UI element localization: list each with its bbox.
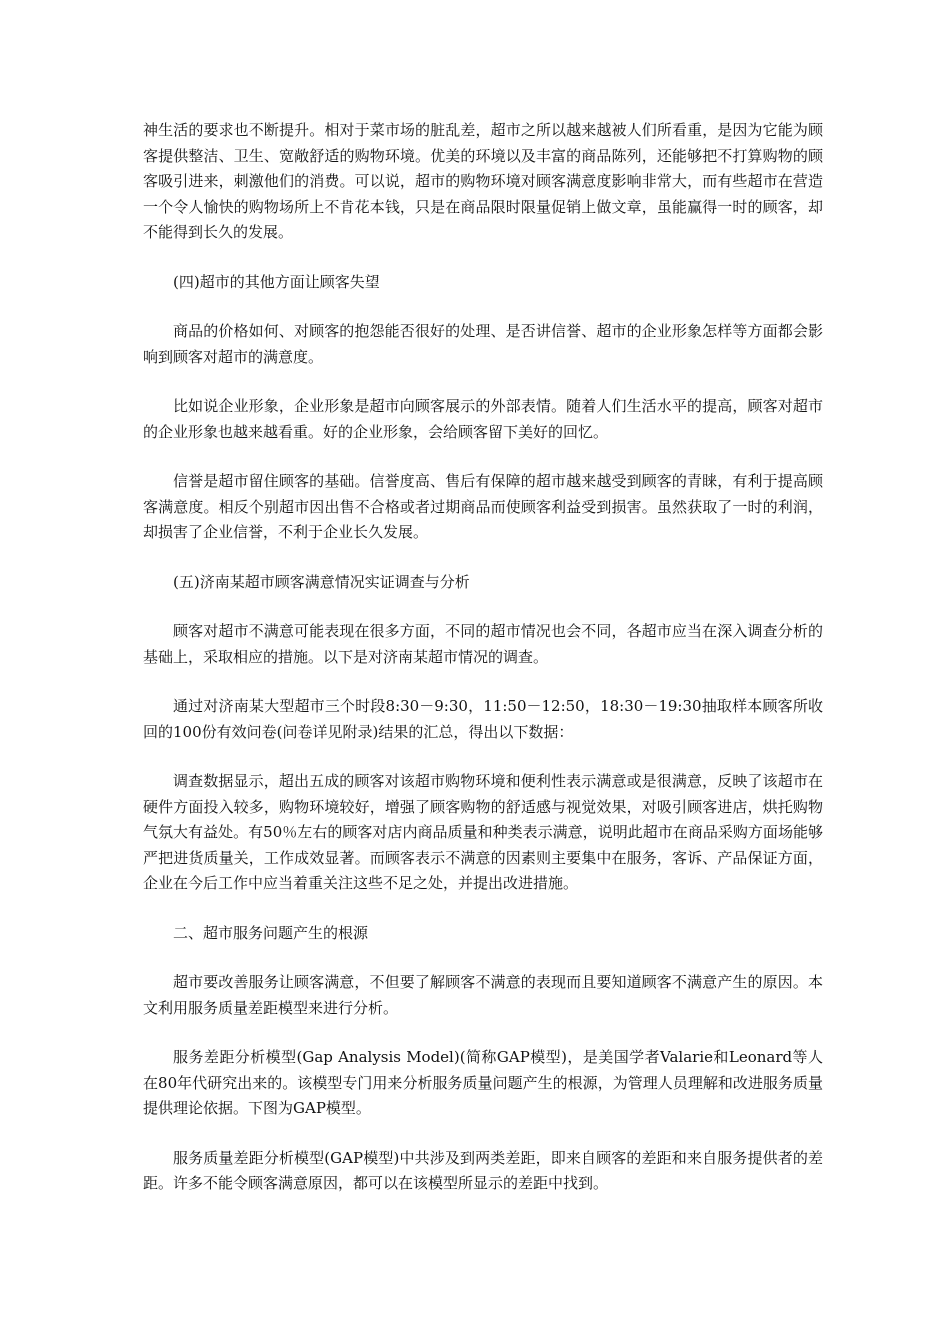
paragraph: 服务差距分析模型(Gap Analysis Model)(简称GAP模型)，是美国学者Valarie和Leonard等人在80年代研究出来的。该模型专门用来分析服务质量问题产生的根源，为管理人员理解和改进服务质量提供理论依据。下图为GAP模型。 [143,1048,823,1117]
paragraph: 信誉是超市留住顾客的基础。信誉度高、售后有保障的超市越来越受到顾客的青睐，有利于提高顾客满意度。相反个别超市因出售不合格或者过期商品而使顾客利益受到损害。虽然获取了一时的利润，却损害了企业信誉，不利于企业长久发展。 [143,472,823,541]
document-page [143,118,823,1197]
paragraph: 顾客对超市不满意可能表现在很多方面，不同的超市情况也会不同，各超市应当在深入调查分析的基础上，采取相应的措施。以下是对济南某超市情况的调查。 [143,622,823,666]
paragraph: 通过对济南某大型超市三个时段8:30－9:30，11:50－12:50，18:30－19:30抽取样本顾客所收回的100份有效问卷(问卷详见附录)结果的汇总，得出以下数据： [143,697,823,741]
section-heading-5: (五)济南某超市顾客满意情况实证调查与分析 [173,572,470,591]
paragraph-continuation: 神生活的要求也不断提升。相对于菜市场的脏乱差，超市之所以越来越被人们所看重，是因为它能为顾客提供整洁、卫生、宽敞舒适的购物环境。优美的环境以及丰富的商品陈列，还能够把不打算购物的顾客吸引进来，刺激他们的消费。可以说，超市的购物环境对顾客满意度影响非常大，而有些超市在营造一个令人愉快的购物场所上不肯花本钱，只是在商品限时限量促销上做文章，虽能赢得一时的顾客，却不能得到长久的发展。 [143,121,823,241]
section-heading-4: (四)超市的其他方面让顾客失望 [173,272,380,291]
paragraph: 商品的价格如何、对顾客的抱怨能否很好的处理、是否讲信誉、超市的企业形象怎样等方面都会影响到顾客对超市的满意度。 [143,322,823,366]
paragraph: 比如说企业形象，企业形象是超市向顾客展示的外部表情。随着人们生活水平的提高，顾客对超市的企业形象也越来越看重。好的企业形象，会给顾客留下美好的回忆。 [143,397,823,441]
paragraph: 调查数据显示，超出五成的顾客对该超市购物环境和便利性表示满意或是很满意，反映了该超市在硬件方面投入较多，购物环境较好，增强了顾客购物的舒适感与视觉效果，对吸引顾客进店，烘托购物气氛大有益处。有50％左右的顾客对店内商品质量和种类表示满意，说明此超市在商品采购方面场能够严把进货质量关，工作成效显著。而顾客表示不满意的因素则主要集中在服务，客诉、产品保证方面，企业在今后工作中应当着重关注这些不足之处，并提出改进措施。 [143,772,823,892]
chapter-heading-2: 二、超市服务问题产生的根源 [173,923,369,942]
paragraph: 服务质量差距分析模型(GAP模型)中共涉及到两类差距，即来自顾客的差距和来自服务提供者的差距。许多不能令顾客满意原因，都可以在该模型所显示的差距中找到。 [143,1148,823,1192]
paragraph: 超市要改善服务让顾客满意，不但要了解顾客不满意的表现而且要知道顾客不满意产生的原因。本文利用服务质量差距模型来进行分析。 [143,973,823,1017]
